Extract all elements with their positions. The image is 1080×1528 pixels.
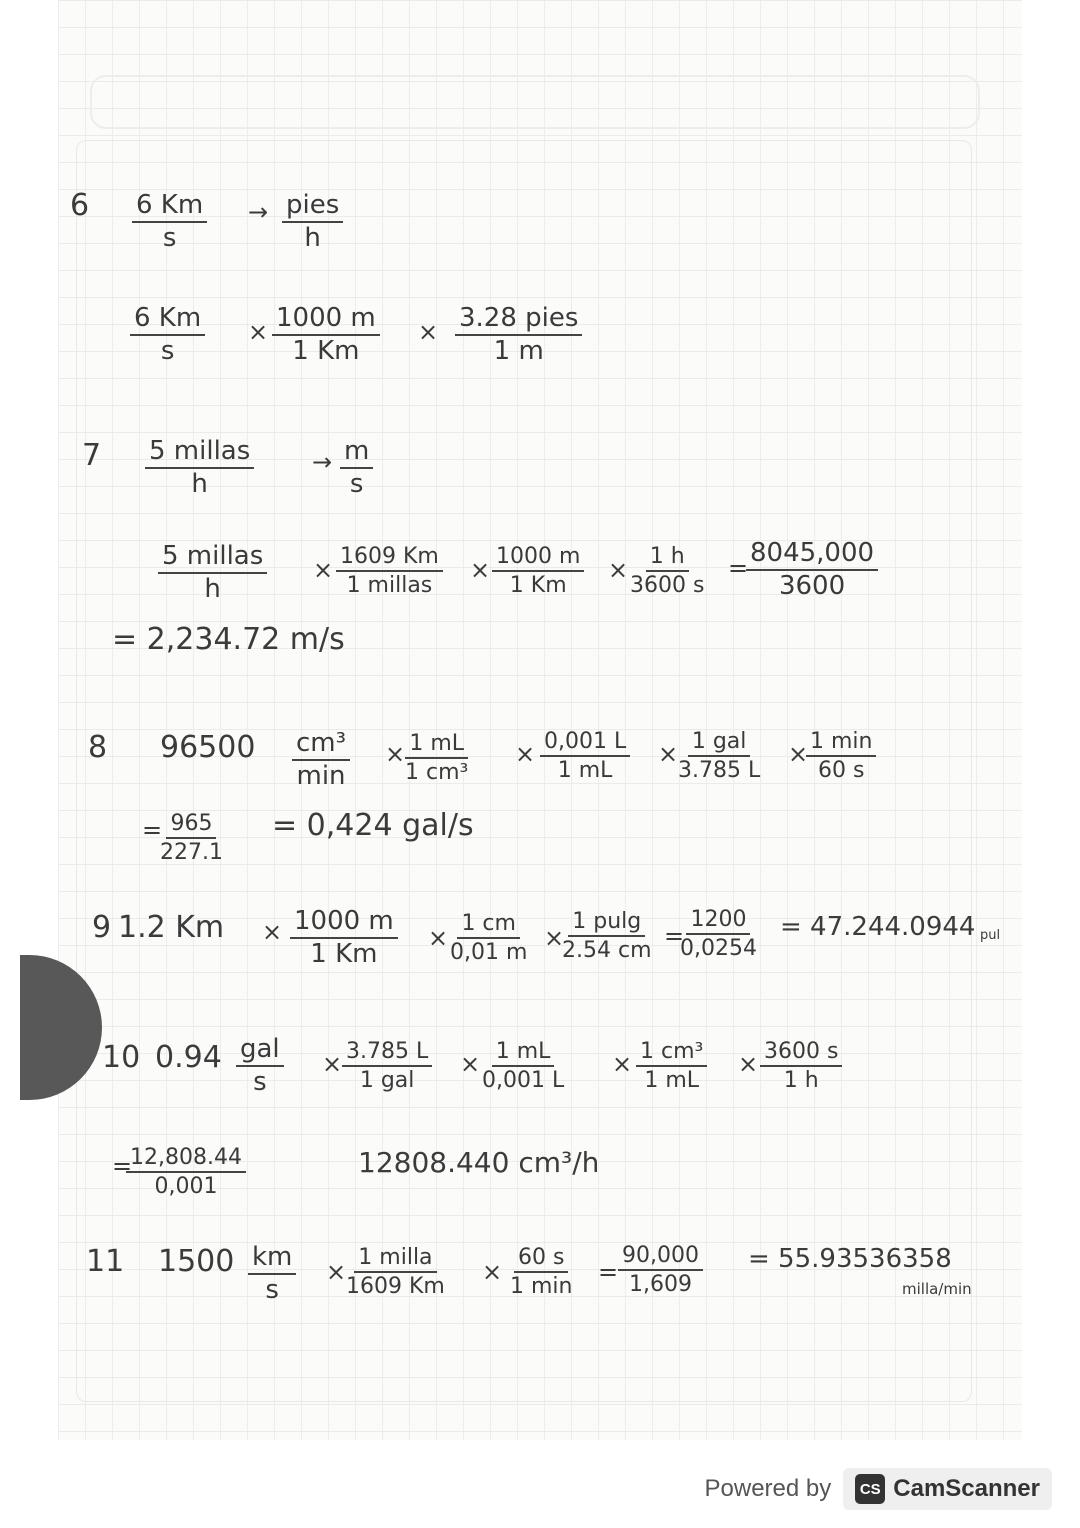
multiply-icon: ×	[612, 1050, 633, 1078]
result-text: = 2,234.72 m/s	[112, 622, 345, 657]
equals-icon: =	[664, 922, 685, 950]
problem-number: 8	[88, 730, 108, 765]
unit-label: milla/min	[902, 1280, 972, 1298]
fraction: $\frac{\text{1 cm³}}{1 mL}$	[636, 1040, 707, 1092]
fraction: $\frac{6 Km}{s}$	[132, 192, 207, 253]
fraction: $\frac{1 pulg}{2.54 cm}$	[562, 909, 652, 964]
multiply-icon: ×	[788, 740, 809, 768]
multiply-icon: ×	[262, 918, 283, 946]
equals-icon: =	[728, 554, 749, 582]
camscanner-brand: CamScanner	[893, 1475, 1040, 1502]
value-text: 96500	[160, 730, 256, 765]
fraction: $\frac{6 Km}{s}$	[130, 305, 205, 366]
problem-number: 7	[82, 438, 102, 473]
fraction: 1 min 60 s	[806, 730, 876, 782]
result-text: 12808.440 cm³/h	[358, 1146, 600, 1179]
fraction: cm³ min	[292, 730, 350, 791]
multiply-icon: ×	[515, 740, 536, 768]
multiply-icon: ×	[313, 556, 334, 584]
fraction: 60 s 1 min	[510, 1245, 573, 1300]
fraction: $\frac{1 h}{3600 s}$	[630, 544, 705, 599]
fraction: 3.28 pies 1 m	[455, 305, 582, 366]
problem-number: 10	[102, 1040, 141, 1075]
fraction: $\frac{km}{s}$	[248, 1244, 296, 1305]
multiply-icon: ×	[428, 924, 449, 952]
multiply-icon: ×	[544, 924, 565, 952]
multiply-icon: ×	[738, 1050, 759, 1078]
problem-number: 11	[86, 1244, 125, 1279]
fraction: $\frac{m}{s}$	[340, 438, 373, 499]
fraction: 5 millas h	[158, 543, 267, 604]
fraction: 1 gal 3.785 L	[678, 729, 761, 784]
value-text: 1.2 Km	[118, 910, 225, 945]
fraction: $\frac{3600 s}{1 h}$	[760, 1040, 842, 1092]
fraction: 3.785 L 1 gal	[342, 1040, 432, 1092]
result-text: = 47.244.0944	[780, 912, 976, 942]
fraction: pies h	[282, 192, 343, 253]
fraction: $\frac{0,001 L}{1 mL}$	[540, 730, 630, 782]
arrow-icon: →	[248, 198, 269, 226]
multiply-icon: ×	[470, 556, 491, 584]
multiply-icon: ×	[326, 1258, 347, 1286]
fraction: $\frac{90,000}{1,609}$	[618, 1244, 703, 1296]
multiply-icon: ×	[658, 740, 679, 768]
fraction: $\frac{965}{227.1}$	[160, 811, 223, 866]
equals-icon: =	[142, 816, 163, 844]
equals-icon: =	[112, 1152, 133, 1180]
powered-by-text: Powered by	[704, 1475, 832, 1502]
fraction: $\frac{1000 m}{1 Km}$	[492, 545, 584, 597]
problem-number: 6	[70, 188, 90, 223]
multiply-icon: ×	[248, 318, 269, 346]
equals-icon: =	[598, 1258, 619, 1286]
fraction: $\frac{1000 m}{1 Km}$	[290, 908, 398, 969]
camscanner-watermark	[705, 1465, 1052, 1513]
multiply-icon: ×	[460, 1050, 481, 1078]
fraction: gal s	[236, 1036, 284, 1097]
result-text: = 0,424 gal/s	[272, 808, 474, 843]
fraction: $\frac{12,808.44}{0,001}$	[126, 1146, 246, 1198]
multiply-icon: ×	[322, 1050, 343, 1078]
result-text: = 55.93536358	[748, 1244, 952, 1274]
header-box	[90, 75, 980, 129]
value-text: 1500	[158, 1244, 235, 1279]
fraction: 5 millas h	[145, 438, 254, 499]
fraction: $\frac{8045,000}{3600}$	[746, 540, 878, 601]
fraction: $\frac{1 mL}{0,001 L}$	[482, 1039, 565, 1094]
problem-number: 9	[92, 910, 112, 945]
value-text: 0.94	[155, 1040, 222, 1075]
unit-label: pul	[980, 928, 1001, 943]
multiply-icon: ×	[608, 556, 629, 584]
camscanner-logo	[843, 1468, 1052, 1510]
fraction: $\frac{1 cm}{0,01 m}$	[450, 911, 528, 966]
fraction: 1609 Km 1 millas	[336, 545, 443, 597]
fraction: $\frac{1200}{0,0254}$	[680, 907, 757, 962]
multiply-icon: ×	[482, 1258, 503, 1286]
arrow-icon: →	[312, 448, 333, 476]
fraction: $\frac{1000 m}{1 Km}$	[272, 305, 380, 366]
fraction: 1 milla 1609 Km	[346, 1245, 445, 1300]
fraction: $\frac{1 mL}{\text{1 cm³}}$	[405, 731, 469, 786]
multiply-icon: ×	[418, 318, 439, 346]
camscanner-icon: CS	[855, 1474, 885, 1504]
multiply-icon: ×	[385, 740, 406, 768]
